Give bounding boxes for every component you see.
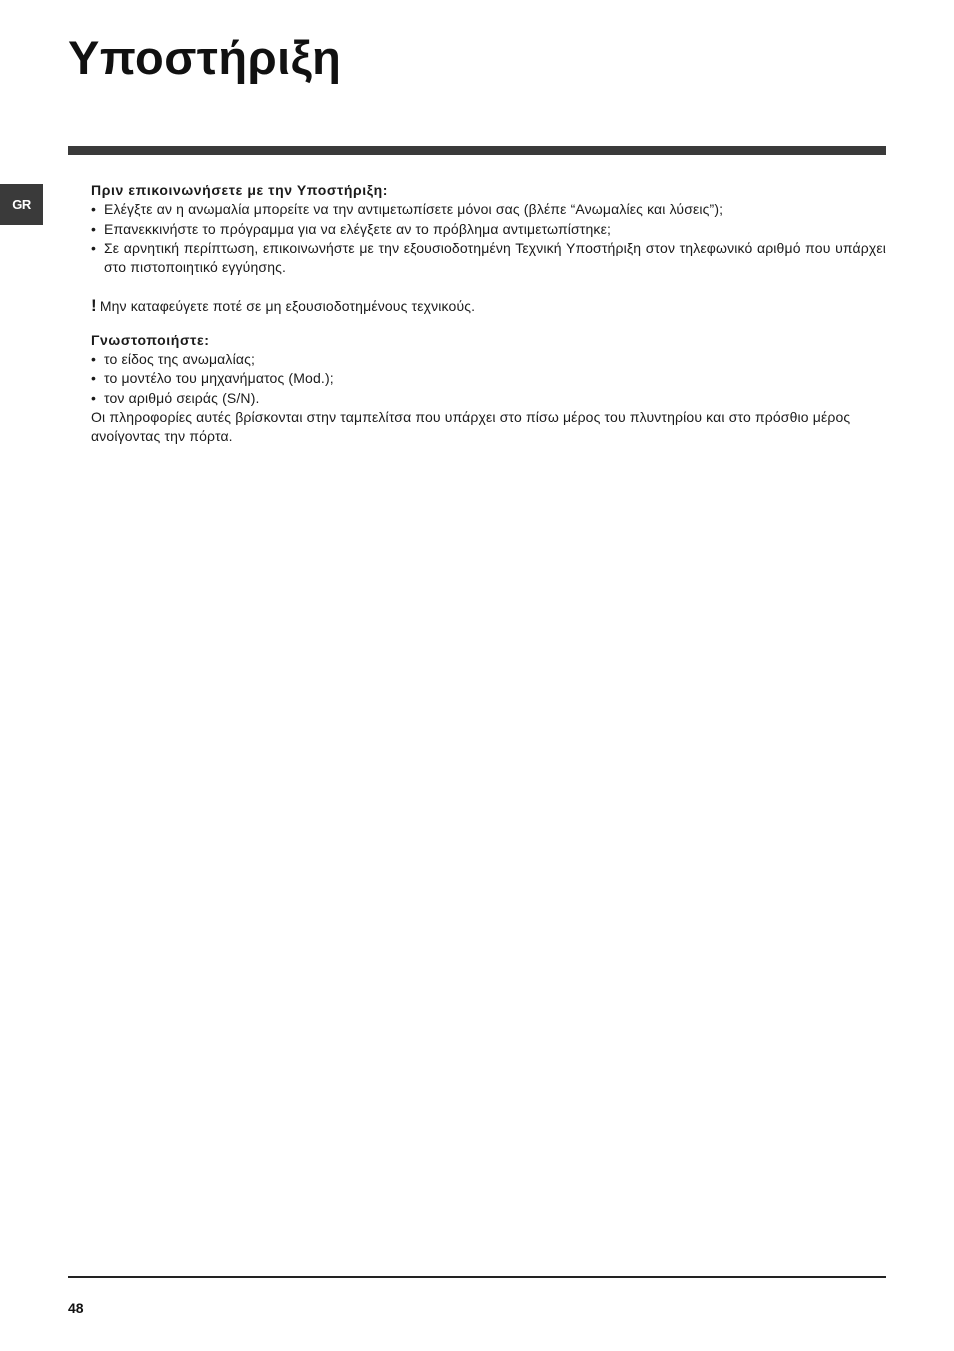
list-item-text: το είδος της ανωμαλίας; [104,351,256,368]
before-contact-list [91,200,886,277]
notify-heading: Γνωστοποιήστε: [91,331,210,348]
warning-note [91,296,886,316]
bullet-icon: • [91,351,97,368]
footer-divider [68,1276,886,1278]
list-item-text: Επανεκκινήστε το πρόγραμμα για να ελέγξετε αν το πρόβλημα αντιμετωπίστηκε; [104,220,612,237]
list-item [91,220,886,239]
list-item [91,200,886,219]
before-contact-heading: Πριν επικοινωνήσετε με την Υποστήριξη: [91,182,389,198]
bullet-icon: • [91,201,97,218]
language-tab: GR [0,184,43,225]
list-item-text: Σε αρνητική περίπτωση, επικοινωνήστε με την εξουσιοδοτημένη Τεχνική Υποστήριξη στον τηλεφωνικό αριθμό που υπάρχει στο πιστοποιητικό εγγύησης. [104,239,886,276]
list-item [91,350,886,369]
bullet-icon: • [91,389,97,406]
list-item [91,239,886,278]
list-item [91,389,886,408]
list-item-text: τον αριθμό σειράς (S/N). [104,389,260,406]
warning-text: Μην καταφεύγετε ποτέ σε μη εξουσιοδοτημένους τεχνικούς. [99,298,476,315]
list-item [91,369,886,388]
page-title: Υποστήριξη [68,31,342,84]
bullet-icon: • [91,370,97,387]
page-number: 48 [68,1300,84,1316]
main-content [91,181,886,447]
list-item-text: το μοντέλο του μηχανήματος (Mod.); [104,370,334,387]
notify-list [91,350,886,408]
bullet-icon: • [91,220,97,237]
list-item-text: Ελέγξτε αν η ανωμαλία μπορείτε να την αντιμετωπίσετε μόνοι σας (βλέπε “Ανωμαλίες και λύσεις”); [104,201,724,218]
info-location-note: Οι πληροφορίες αυτές βρίσκονται στην ταμπελίτσα που υπάρχει στο πίσω μέρος του πλυντηρίου και στο πρόσθιο μέρος ανοίγοντας την πόρτα. [91,408,851,445]
bullet-icon: • [91,239,97,256]
title-divider [68,146,886,155]
warning-icon: ! [91,296,97,316]
